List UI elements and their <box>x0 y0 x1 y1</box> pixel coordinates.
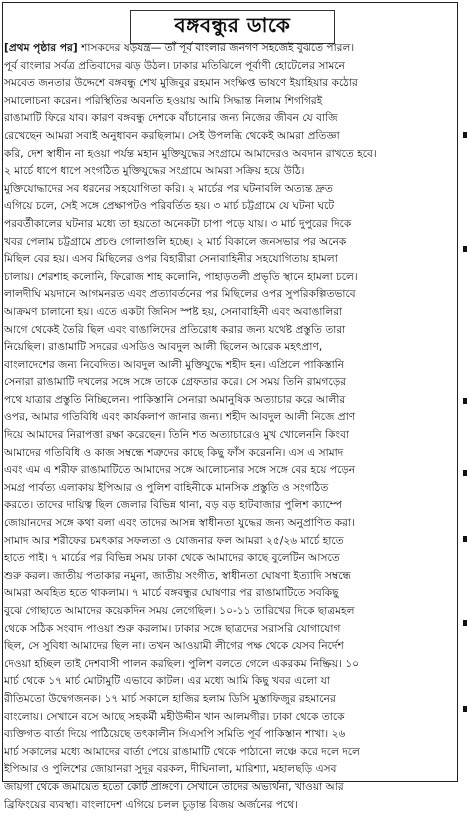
article-line: সামাদ আর শরীফের চমৎকার সফলতা ও যোজনার ফল আমরা ২৫/২৬ মার্চে হাতে <box>4 534 344 547</box>
article-line: চালায়। শেরশাহ কলোনি, ফিরোজ শাহ কলোনি, পাহাড়তলী প্রভৃতি স্থানে হামলা চলে। <box>4 270 358 283</box>
article-line: সমগ্র পার্বত্য এলাকায় ইপিআর ও পুলিশ বাহিনীকে মানসিক প্রস্তুতি ও সংগঠিত <box>4 481 329 494</box>
headline: বঙ্গবন্ধুর ডাকে <box>174 12 291 37</box>
headline-box <box>130 10 335 44</box>
article-line: মার্চ সকালের মধ্যে আমাদের বার্তা পেয়ে রাঙামাটি থেকে পাঠানো লঞ্চে করে দলে দলে <box>4 745 360 758</box>
article-line: আমাদের গতিবিধি ও কাজ সম্বন্ধে শত্রুদের কাছে কিছু ফাঁস করেননি। এস এ সামাদ <box>4 446 344 459</box>
scan-mark <box>463 536 467 542</box>
article-lines <box>4 58 450 814</box>
scan-mark <box>463 706 467 712</box>
scan-mark <box>463 132 467 138</box>
article-line: মিছিল বের হয়। এসব মিছিলের ওপর বিহারীরা সেনাবাহিনীর সহযোগিতায় হামলা <box>4 253 338 266</box>
article-line: দিয়ে আমাদের নিরাপত্তা রক্ষা করেছেন। তিনি শত অত্যাচারেও মুখ খোলেননি কিংবা <box>4 429 350 442</box>
article-line: লালদীঘি ময়দানে আগমনরত এবং প্রত্যাবর্তনের পর মিছিলের ওপর সুপরিকল্পিতভাবে <box>4 288 356 301</box>
scan-mark <box>463 246 467 252</box>
article-line: মার্চ থেকে ১৭ মার্চ মোটামুটি এভাবে কাটল। এর মধ্যে আমি কিছু খবর এলো যা <box>4 675 330 688</box>
article-line: ওপর, আমার গতিবিধি এবং কার্যকলাপ জানার জন্য। শহীদ আবদুল আলী নিজে প্রাণ <box>4 411 356 424</box>
article-line: জায়গা থেকে জমায়েত হতো কোর্ট প্রাঙ্গণে। সেখানে তাদের অভ্যর্থনা, খাওয়া আর <box>4 780 344 793</box>
article-line: সমালোচনা করেন। পরিস্থিতির অবনতি হওয়ায় আমি সিদ্ধান্ত নিলাম শিগগিরই <box>4 94 323 107</box>
article-line: আগে থেকেই তৈরি ছিল এবং বাঙালিদের প্রতিরোধ করার জন্য যথেষ্ট প্রস্তুতি তারা <box>4 323 346 336</box>
article-line: করি, দেশ স্বাধীন না হওয়া পর্যন্ত মহান মুক্তিযুদ্ধের সংগ্রামে আমাদেরও অবদান রাখতে হবে। <box>4 147 377 160</box>
article-line: খবর পেলাম চট্টগ্রামে প্রচণ্ড গোলাগুলি হচ্ছে। ২ মার্চ বিকালে জনসভার পর অনেক <box>4 235 347 248</box>
scan-mark <box>463 470 467 476</box>
article-line: মুক্তিযোদ্ধাদের সব ধরনের সহযোগিতা করি। ২ মার্চের পর ঘটনাবলি অত্যন্ত দ্রুত <box>4 182 333 195</box>
article-line: পথে যাত্রার প্রস্তুতি নিচ্ছিলেন। পাকিস্তানি সেনারা অমানুষিক অত্যাচার করে আলীর <box>4 393 346 406</box>
article-line: রেখেছেন আমরা সবাই অনুধাবন করছিলাম। সেই উপলব্ধি থেকেই আমরা প্রতিজ্ঞা <box>4 129 340 142</box>
article-line: জোয়ানদের সঙ্গে কথা বলা এবং তাদের আসন্ন স্বাধীনতা যুদ্ধের জন্য অনুপ্রাণিত করা। <box>4 517 355 530</box>
article-line-text: শাসকদের ষড়যন্ত্র— তাঁ পূর্ব বাংলার জনগণ সহজেই বুঝতে পারল। <box>77 42 355 54</box>
scan-mark <box>463 620 467 626</box>
article-line: পরবর্তীকালের ঘটনার মধ্যে তা হয়তো অনেকটা চাপা পড়ে যায়। ৩ মার্চ দুপুরের দিকে <box>4 217 352 230</box>
article-line: সমবেত জনতার উদ্দেশে বঙ্গবন্ধু শেখ মুজিবুর রহমান সংক্ষিপ্ত ভাষণে ইয়াহিয়ার কঠোর <box>4 77 358 90</box>
article-line: আমরা অবহিত হতে থাকলাম। ৭ মার্চে বঙ্গবন্ধুর ঘোষণার পর রাঙামাটিতে সবকিছু <box>4 587 339 600</box>
scan-mark <box>463 398 467 404</box>
continued-tag: [প্রথম পৃষ্ঠার পর] <box>4 42 78 54</box>
article-line: নিয়েছিল। রাঙামাটি সদরের এসডিও আবদুল আলী ছিলেন আরেক মহৎপ্রাণ, <box>4 341 323 354</box>
article-line: পূর্ব বাংলার সর্বত্র প্রতিবাদের ঝড় উঠল। ঢাকার মতিঝিলে পূর্বাণী হোটেলের সামনে <box>4 59 345 72</box>
article-line: সেনারা রাঙামাটি দখলের সঙ্গে সঙ্গে তাকে গ্রেফতার করে। সে সময় তিনি রামগড়ের <box>4 376 347 389</box>
article-body <box>4 40 450 811</box>
article-line: ব্যক্তিগত বার্তা দিয়ে পাঠিয়েছে তৎকালীন সিএসপি সমিতি পূর্ব পাকিস্তান শাখা। ২৬ <box>4 728 346 741</box>
article-line: ব্রিফিংয়ের ব্যবস্থা। বাংলাদেশ এগিয়ে চলল চূড়ান্ত বিজয় অর্জনের পথে। <box>4 798 298 811</box>
article-line: এবং এম এ শরীফ রাঙামাটিতে আমাদের সঙ্গে আলোচনার সঙ্গে সঙ্গে বের হয়ে পড়েন <box>4 464 356 477</box>
article-line: আক্রমণ চালানো হয়। এতে একটা জিনিস স্পষ্ট হয়, সেনাবাহিনী এবং অবাঙালিরা <box>4 305 343 318</box>
article-line: হাতে পাই। ৭ মার্চের পর বিভিন্ন সময় ঢাকা থেকে আমাদের কাছে বুলেটিন আসতে <box>4 552 340 565</box>
article-line: ইপিআর ও পুলিশের জোয়ানরা সুদূর বরকল, দীঘিনালা, মারিশ্যা, মহালছড়ি এসব <box>4 763 337 776</box>
article-line: শুরু করল। জাতীয় পতাকার নমুনা, জাতীয় সংগীত, স্বাধীনতা ঘোষণা ইত্যাদি সম্বন্ধে <box>4 569 351 582</box>
article-line-first <box>4 40 450 58</box>
article-line: এগিয়ে চলে, সেই সঙ্গে প্রেক্ষাপটও পরিবর্তিত হয়। ৩ মার্চ চট্টগ্রামে যে ঘটনা ঘটে <box>4 200 335 213</box>
article-line: বাংলোয়। সেখানে বসে আছে সহকর্মী মহীউদ্দীন খান আলমগীর। ঢাকা থেকে তাকে <box>4 710 345 723</box>
article-line: করতে। তাদের দায়িত্ব ছিল জেলার বিভিন্ন থানা, বড় বড় হাটবাজার পুলিশ ক্যাম্পে <box>4 499 343 512</box>
article-line: রাঙামাটি ফিরে যাব। কারণ বঙ্গবন্ধু দেশকে বাঁচানোর জন্য নিজের জীবন যে বাজি <box>4 112 338 125</box>
scan-margin <box>460 0 468 786</box>
article-line: থেকে সঠিক সংবাদ পাওয়া শুরু করলাম। ঢাকার সঙ্গে ছাত্রদের সরাসরি যোগাযোগ <box>4 622 341 635</box>
article-line: দেওয়া হচ্ছিল তাই দেশবাসী পালন করছিল। পুলিশ বলতে গেলে একরকম নিষ্ক্রিয়। ১০ <box>4 657 360 670</box>
article-line: রীতিমতো উদ্বেগজনক। ১৭ মার্চ সকালে হাজির হলাম ডিসি মুস্তাফিজুর রহমানের <box>4 692 336 705</box>
article-line: বুঝে গোছাতে আমাদের কয়েকদিন সময় লেগেছিল। ১০-১১ তারিখের দিকে ছাত্রমহল <box>4 605 355 617</box>
article-line: বাংলাদেশের জন্য নিবেদিত। আবদুল আলী মুক্তিযুদ্ধে শহীদ হন। এপ্রিলে পাকিস্তানি <box>4 358 345 371</box>
article-line: ২ মার্চে ধাপে ধাপে সংগঠিত মুক্তিযুদ্ধের সংগ্রামে আমরা সক্রিয় হয়ে উঠি। <box>4 165 305 178</box>
article-line: ছিল, সে সুবিধা আমাদের ছিল না। তখন আওয়ামী লীগের পক্ষ থেকে যেসব নির্দেশ <box>4 640 344 653</box>
